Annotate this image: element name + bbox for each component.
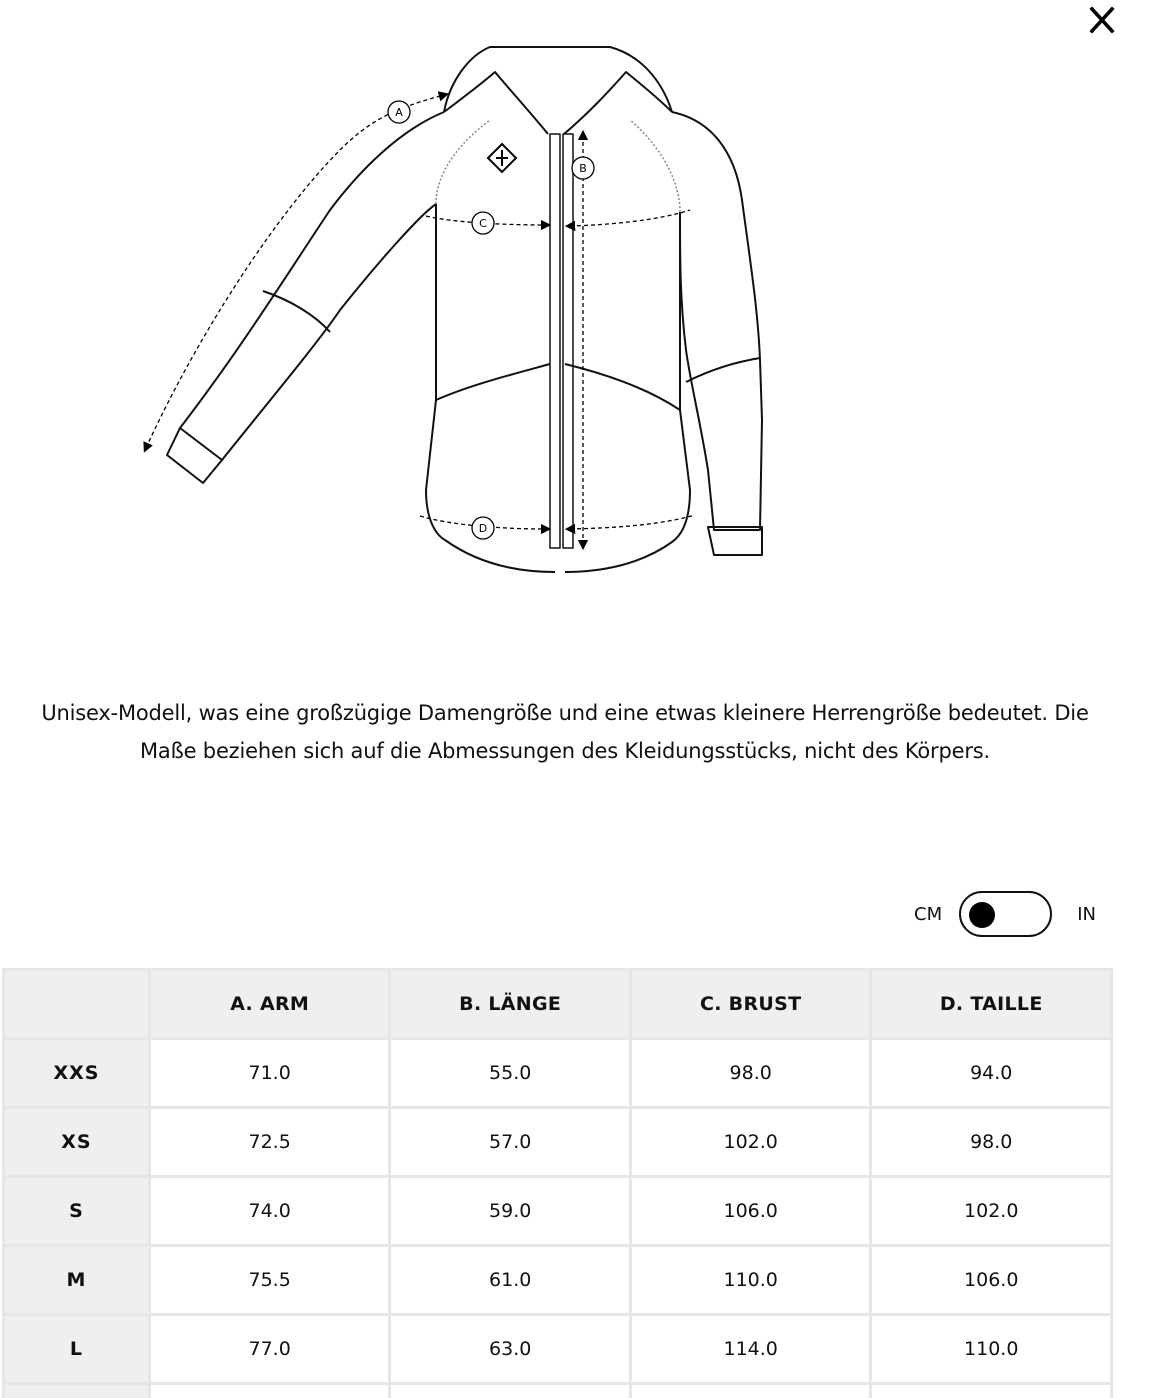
table-cell: 59.0 (391, 1178, 629, 1244)
table-cell (872, 1385, 1110, 1398)
column-header-length: B. LÄNGE (391, 971, 629, 1037)
fit-description: Unisex-Modell, was eine großzügige Damengröße und eine etwas kleinere Herrengröße bedeutet. Die Maße beziehen sich auf die Abmessungen des Kleidungsstücks, nicht des Körpers. (41, 701, 1089, 763)
table-cell: 102.0 (632, 1109, 870, 1175)
size-label: XXS (5, 1040, 148, 1106)
brand-logo (488, 144, 516, 172)
column-header-waist: D. TAILLE (872, 971, 1110, 1037)
marker-c (472, 212, 494, 234)
jacket-measurement-diagram (130, 40, 780, 580)
table-row (5, 1178, 1110, 1244)
marker-d-label: D (478, 522, 488, 535)
table-row (5, 1109, 1110, 1175)
column-header-arm: A. ARM (151, 971, 389, 1037)
table-cell: 110.0 (632, 1247, 870, 1313)
table-cell: 74.0 (151, 1178, 389, 1244)
column-header-chest: C. BRUST (632, 971, 870, 1037)
unit-label-cm[interactable]: CM (914, 903, 943, 925)
marker-c-label: C (479, 217, 487, 230)
marker-a (388, 101, 410, 123)
table-cell: 98.0 (872, 1109, 1110, 1175)
table-cell: 110.0 (872, 1316, 1110, 1382)
table-cell: 75.5 (151, 1247, 389, 1313)
size-label (5, 1385, 148, 1398)
switch-knob (969, 902, 995, 928)
size-label: L (5, 1316, 148, 1382)
table-row (5, 1316, 1110, 1382)
marker-b-label: B (579, 162, 587, 175)
size-label: S (5, 1178, 148, 1244)
size-table (2, 968, 1113, 1398)
close-icon (1082, 0, 1122, 40)
table-cell (151, 1385, 389, 1398)
table-cell (391, 1385, 629, 1398)
table-cell: 98.0 (632, 1040, 870, 1106)
size-label: M (5, 1247, 148, 1313)
jacket-icon (130, 40, 780, 580)
marker-d (472, 517, 494, 539)
table-cell: 114.0 (632, 1316, 870, 1382)
marker-a-label: A (395, 106, 403, 119)
table-cell: 71.0 (151, 1040, 389, 1106)
table-cell: 61.0 (391, 1247, 629, 1313)
table-row (5, 1040, 1110, 1106)
marker-b (572, 157, 594, 179)
table-corner (5, 971, 148, 1037)
table-cell: 57.0 (391, 1109, 629, 1175)
table-cell: 55.0 (391, 1040, 629, 1106)
unit-switch[interactable] (959, 891, 1052, 937)
unit-toggle (900, 888, 1110, 940)
table-row (5, 1385, 1110, 1398)
table-header-row (5, 971, 1110, 1037)
table-row (5, 1247, 1110, 1313)
table-cell: 94.0 (872, 1040, 1110, 1106)
table-cell: 102.0 (872, 1178, 1110, 1244)
table-cell: 106.0 (872, 1247, 1110, 1313)
table-cell: 63.0 (391, 1316, 629, 1382)
table-cell: 77.0 (151, 1316, 389, 1382)
table-cell (632, 1385, 870, 1398)
close-button[interactable] (1082, 0, 1122, 40)
size-label: XS (5, 1109, 148, 1175)
table-cell: 72.5 (151, 1109, 389, 1175)
table-cell: 106.0 (632, 1178, 870, 1244)
unit-label-in[interactable]: IN (1077, 903, 1096, 925)
